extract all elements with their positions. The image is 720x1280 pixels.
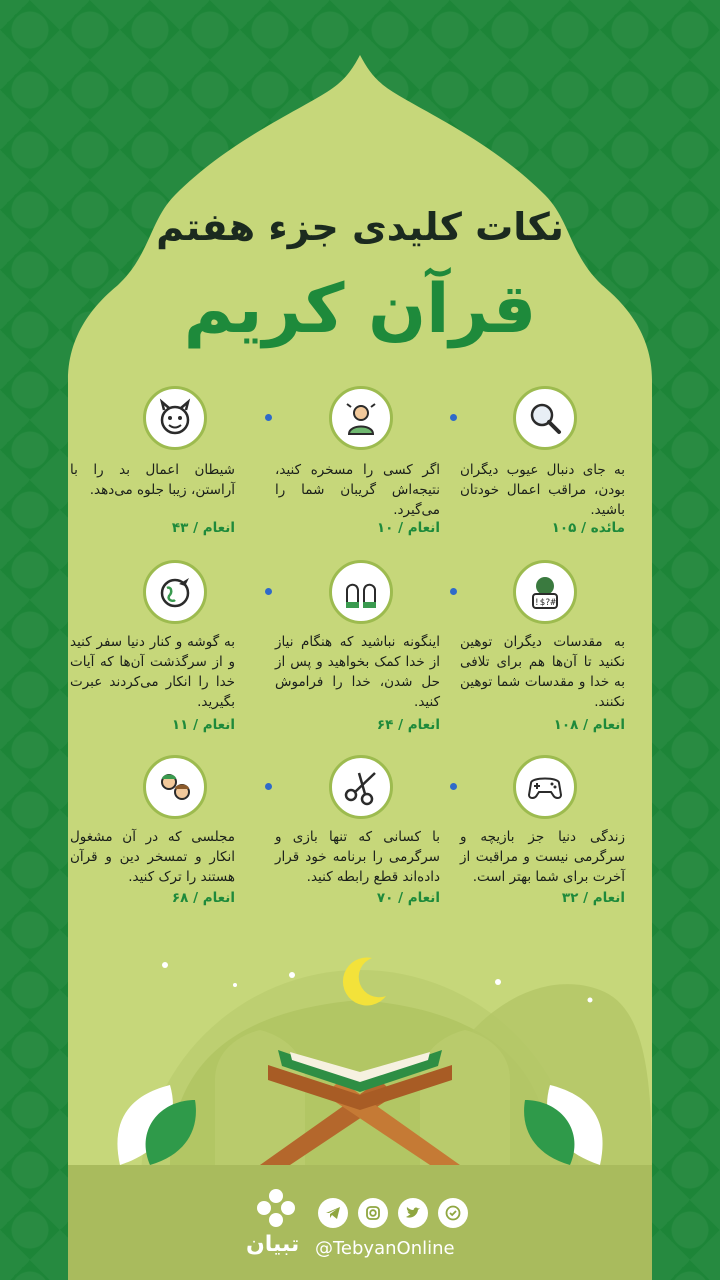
devil-face-icon (143, 386, 207, 450)
tip-9-ref: انعام / ۶۸ (171, 890, 235, 906)
tebyan-logo-icon (252, 1188, 300, 1230)
tip-5-text: اینگونه نباشید که هنگام نیاز از خدا کمک بخواهید و پس از حل شدن، خدا را فراموش کنید. (275, 634, 440, 710)
tip-7-text: زندگی دنیا جز بازیچه و سرگرمی نیست و مراقبت از آخرت برای شما بهتر است. (460, 829, 625, 885)
praying-hands-icon (329, 560, 393, 624)
globe-plane-icon (143, 560, 207, 624)
tip-1-text: به جای دنبال عیوب دیگران بودن، مراقب اعمال خودتان باشید. (460, 462, 625, 518)
tip-2-text: اگر کسی را مسخره کنید، نتیجه‌اش گریبان شما را می‌گیرد. (275, 462, 440, 518)
tebyan-logo-text: تبیان (246, 1232, 300, 1257)
svg-text:!$?#: !$?# (534, 598, 556, 608)
separator-dot (450, 783, 457, 790)
tip-8-text: با کسانی که تنها بازی و سرگرمی را برنامه خود قرار داده‌اند قطع رابطه کنید. (275, 829, 440, 885)
tip-4-ref: انعام / ۱۰۸ (553, 717, 625, 733)
separator-dot (265, 588, 272, 595)
arguing-people-icon (143, 755, 207, 819)
footer-bar (68, 1165, 652, 1280)
tip-1-ref: مائده / ۱۰۵ (551, 520, 625, 536)
cursing-face-icon (513, 560, 577, 624)
scissors-icon (329, 755, 393, 819)
tip-7-ref: انعام / ۳۲ (561, 890, 625, 906)
tip-5-ref: انعام / ۶۴ (376, 717, 440, 733)
tip-6-ref: انعام / ۱۱ (171, 717, 235, 733)
tip-8-ref: انعام / ۷۰ (376, 890, 440, 906)
twitter-icon[interactable] (398, 1198, 428, 1228)
tip-9-text: مجلسی که در آن مشغول انکار و تمسخر دین و قرآن هستند را ترک کنید. (70, 829, 235, 885)
gamepad-icon (513, 755, 577, 819)
mocking-person-icon (329, 386, 393, 450)
separator-dot (450, 414, 457, 421)
separator-dot (265, 783, 272, 790)
tip-3-ref: انعام / ۴۳ (171, 520, 235, 536)
tip-4-text: به مقدسات دیگران توهین نکنید تا آن‌ها هم برای تلافی به خدا و مقدسات شما توهین نکنند. (460, 634, 625, 710)
magnifier-icon (513, 386, 577, 450)
separator-dot (450, 588, 457, 595)
title-line1: نکات کلیدی جزء هفتم (156, 205, 564, 249)
social-handle[interactable]: @TebyanOnline (315, 1238, 455, 1259)
separator-dot (265, 414, 272, 421)
tip-3-text: شیطان اعمال بد را با آراستن، زیبا جلوه می‌دهد. (70, 462, 235, 498)
telegram-icon[interactable] (318, 1198, 348, 1228)
instagram-icon[interactable] (358, 1198, 388, 1228)
title-line2: قرآن کریم (183, 270, 537, 349)
tip-2-ref: انعام / ۱۰ (376, 520, 440, 536)
verified-icon[interactable] (438, 1198, 468, 1228)
tip-6-text: به گوشه و کنار دنیا سفر کنید و از سرگذشت آن‌ها که آیات خدا را انکار می‌کردند عبرت بگیرید. (70, 634, 235, 710)
